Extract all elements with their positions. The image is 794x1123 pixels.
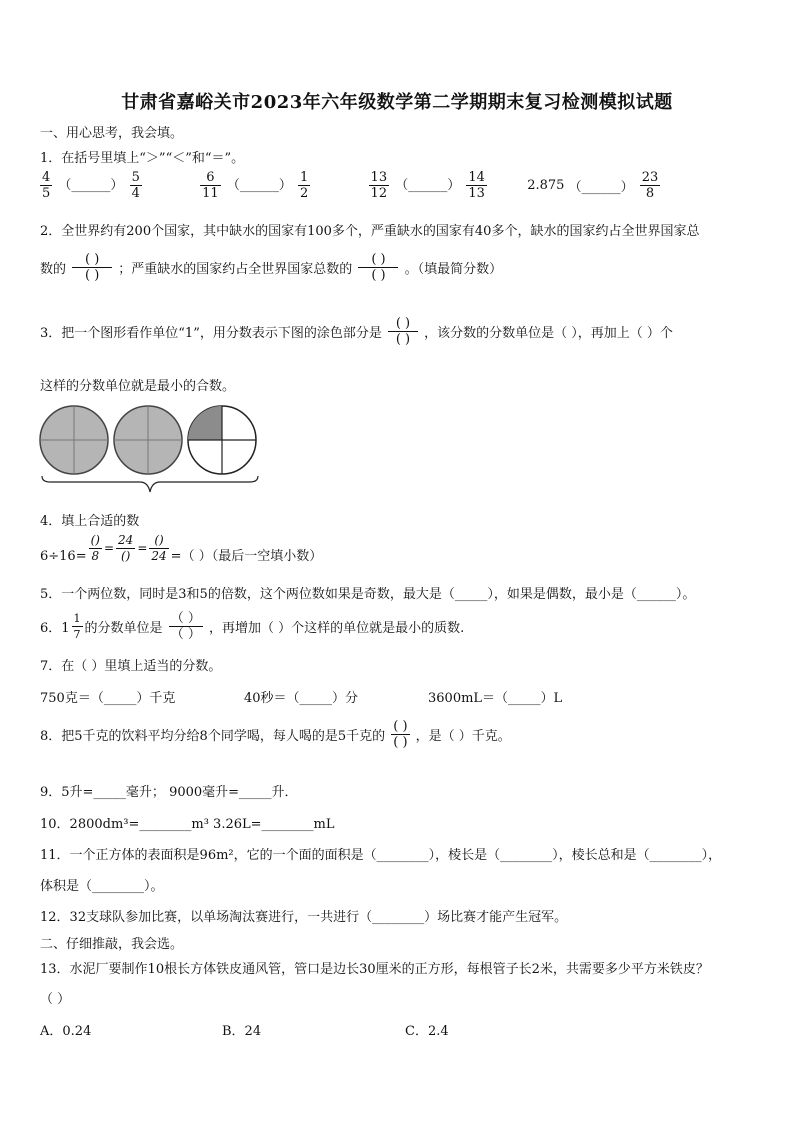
answer-fraction[interactable]: $\frac{( )}{( )}$ [170, 611, 201, 642]
answer-blank[interactable]: （______） [58, 178, 124, 193]
page-title: 甘肃省嘉峪关市2023年六年级数学第二学期期末复习检测模拟试题 [121, 92, 673, 113]
full-circle-1 [40, 406, 108, 474]
q11-line2: 体积是（________）。 [40, 879, 164, 894]
fraction: $\frac{13}{12}$ [370, 170, 388, 201]
q3-figure [36, 402, 266, 497]
q3-line2: 这样的分数单位就是最小的合数。 [40, 379, 236, 394]
q7-prompt: 7．在（ ）里填上适当的分数。 [40, 659, 222, 674]
fraction: $\frac{14}{13}$ [468, 170, 485, 201]
q1-prompt: 1．在括号里填上“＞”“＜”和“＝”。 [40, 151, 245, 166]
q13: 13．水泥厂要制作10根长方体铁皮通风管，管口是边长30厘米的正方形，每根管子长2米，共需要多少平方米铁皮？ [40, 962, 709, 977]
q7-c: 3600mL＝（_____）L [428, 691, 563, 706]
answer-fraction[interactable]: $\frac{( )}{( )}$ [72, 252, 112, 283]
answer-blank[interactable]: （______） [395, 178, 461, 193]
q9: 9．5升=_____毫升； 9000毫升=_____升． [40, 785, 298, 800]
q1-comparisons [38, 170, 662, 201]
option-c[interactable]: C．2.4 [405, 1024, 449, 1039]
q7-b: 40秒＝（_____）分 [244, 691, 359, 706]
fraction: $\frac{5}{4}$ [131, 170, 140, 201]
section-1-heading: 一、用心思考，我会填。 [40, 126, 184, 141]
q11-line1: 11．一个正方体的表面积是96m²，它的一个面的面积是（________），棱长是（________），棱长总和是（________）， [40, 848, 722, 863]
fraction: $\frac{1}{2}$ [299, 170, 309, 201]
fraction: $\frac{23}{8}$ [641, 170, 659, 201]
option-b[interactable]: B．24 [222, 1024, 262, 1039]
answer-fraction[interactable]: $\frac{( )}{( )}$ [393, 719, 408, 750]
q3-line1: 3．把一个图形看作单位“1”，用分数表示下图的涂色部分是 $\frac{( )}{( )}$ ，该分数的分数单位是（ ），再加上（ ）个 [40, 316, 673, 347]
fraction: $\frac{()}{24}$ [151, 533, 167, 563]
decimal-value: 2.875 [527, 178, 565, 193]
q5: 5．一个两位数，同时是3和5的倍数，这个两位数如果是奇数，最大是（_____），如果是偶数，最小是（______）。 [40, 587, 696, 602]
q4-expression: 6÷16= $\frac{()}{8}$ = $\frac{24}{()}$ = $\frac{()}{24}$ =（ ）（最后一空填小数） [40, 533, 323, 564]
q2-line1: 2．全世界约有200个国家，其中缺水的国家有100多个，严重缺水的国家有40多个，缺水的国家约占全世界国家总 [40, 224, 700, 239]
fraction: $\frac{4}{5}$ [42, 170, 51, 201]
q2-line2: 数的 $\frac{( )}{( )}$ ；严重缺水的国家约占全世界国家总数的 $\frac{( )}{( )}$ 。（填最简分数） [40, 252, 503, 283]
q4-prompt: 4．填上合适的数 [40, 514, 140, 529]
fraction: $\frac{6}{11}$ [202, 170, 219, 201]
section-2-heading: 二、仔细推敲，我会选。 [40, 937, 184, 952]
q7-a: 750克＝（_____）千克 [40, 691, 176, 706]
option-a[interactable]: A．0.24 [40, 1024, 92, 1039]
q6: 6．1 $\frac{1}{7}$ 的分数单位是 $\frac{( )}{( )}$ ，再增加（ ）个这样的单位就是最小的质数. [40, 611, 465, 642]
fraction: $\frac{1}{7}$ [73, 612, 81, 641]
full-circle-2 [114, 406, 182, 474]
q10: 10．2800dm³=________m³ 3.26L=________mL [40, 817, 335, 832]
answer-paren[interactable]: （ ） [40, 992, 71, 1007]
answer-fraction[interactable]: $\frac{( )}{( )}$ [388, 316, 418, 347]
answer-blank[interactable]: （______） [226, 178, 292, 193]
answer-blank[interactable]: （______） [568, 180, 634, 195]
bracket [42, 476, 258, 492]
q8: 8．把5千克的饮料平均分给8个同学喝，每人喝的是5千克的 $\frac{( )}{( )}$ ，是（ ）千克。 [40, 719, 511, 750]
fraction: $\frac{()}{8}$ [90, 533, 100, 563]
answer-fraction[interactable]: $\frac{( )}{( )}$ [358, 252, 398, 283]
quarter-shaded-circle [188, 406, 256, 474]
fraction: $\frac{24}{()}$ [118, 533, 134, 563]
q12: 12．32支球队参加比赛，以单场淘汰赛进行，一共进行（________）场比赛才能产生冠军。 [40, 910, 568, 925]
